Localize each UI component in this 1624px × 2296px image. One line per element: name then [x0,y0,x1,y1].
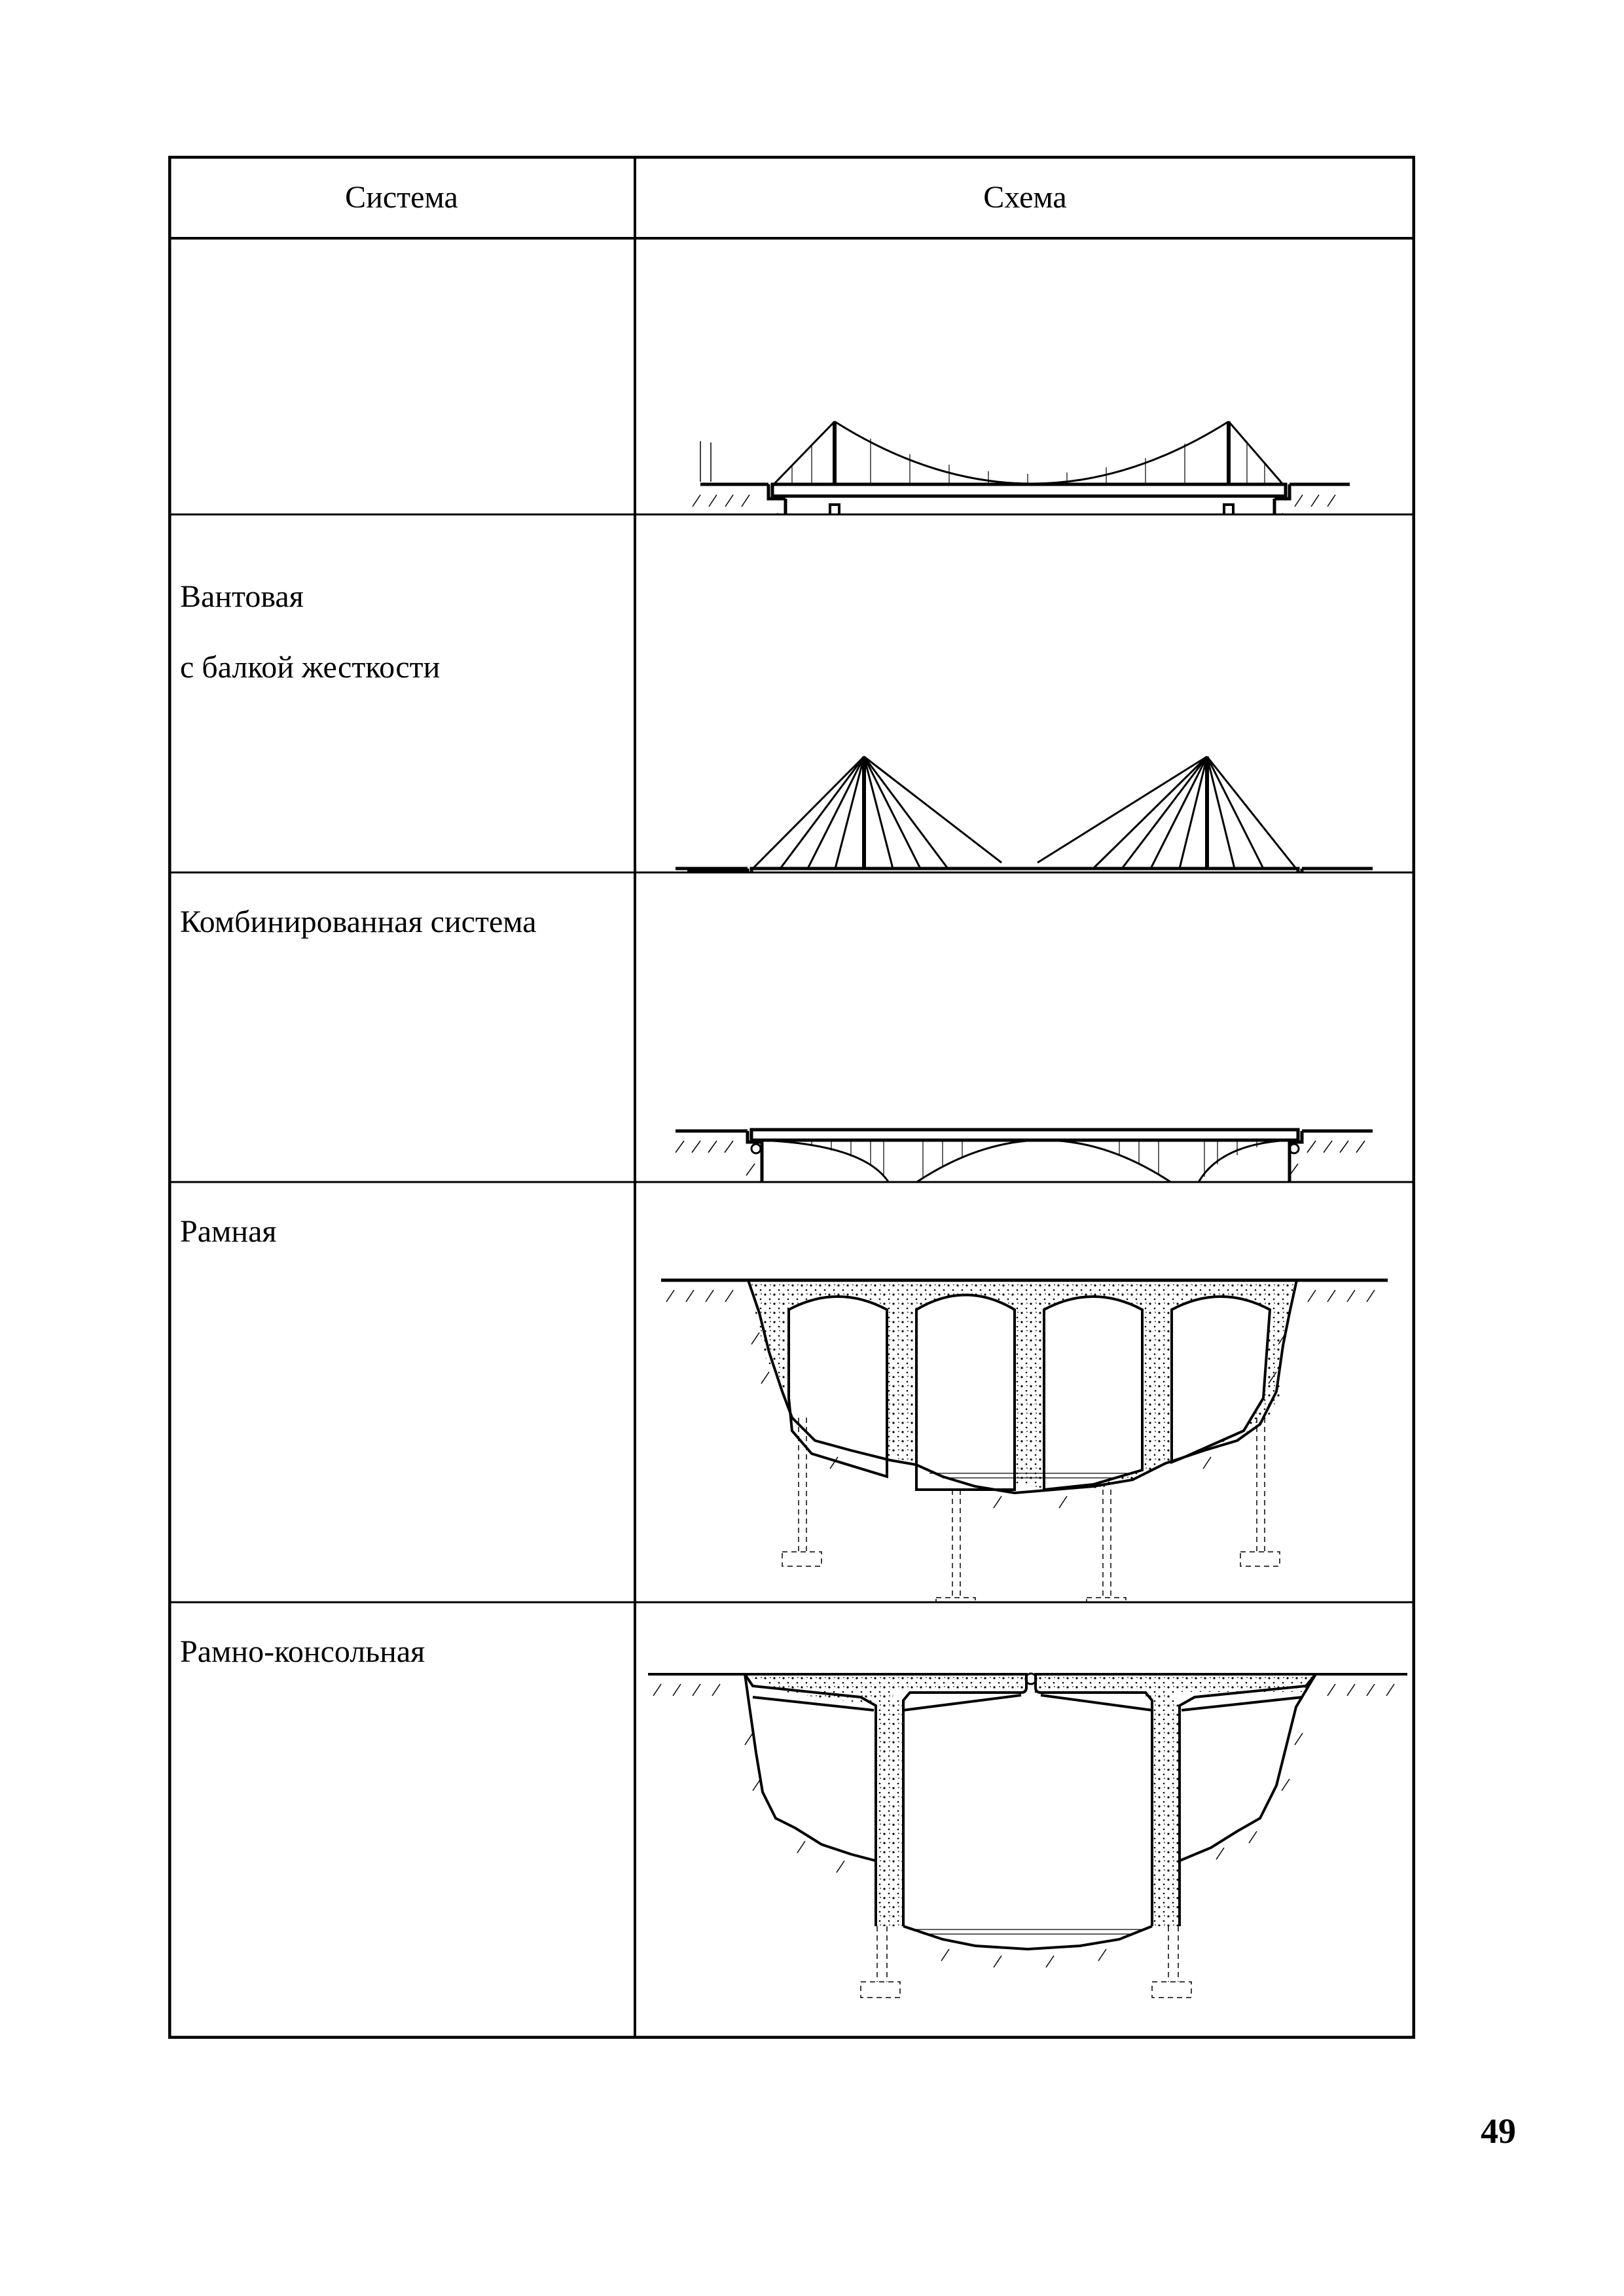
row-5-system-label [180,1617,625,1687]
page-number: 49 [1481,2111,1516,2151]
row-3-system-label [180,887,625,958]
row-4-label-line-1: Рамная [180,1214,277,1249]
combined-system-image [635,872,1415,1182]
row-2-label-line-1: Вантовая [180,579,304,614]
row-2-system-label [180,562,625,703]
row-5-label-line-1: Рамно-консольная [180,1634,425,1669]
header-scheme: Схема [983,179,1067,215]
bridge-systems-table [168,156,1415,2039]
suspension-bridge-diagram [635,238,1415,514]
row-2-label-line-2: с балкой жесткости [180,650,441,685]
row-4-system-label [180,1196,625,1267]
header-system: Система [345,179,458,215]
frame-cantilever-bridge-diagram [635,1602,1415,2039]
cable-stayed-picture [635,514,1415,872]
frame-bridge-diagram [635,1182,1415,1602]
row-3-label-line-1: Комбинированная система [180,905,537,939]
